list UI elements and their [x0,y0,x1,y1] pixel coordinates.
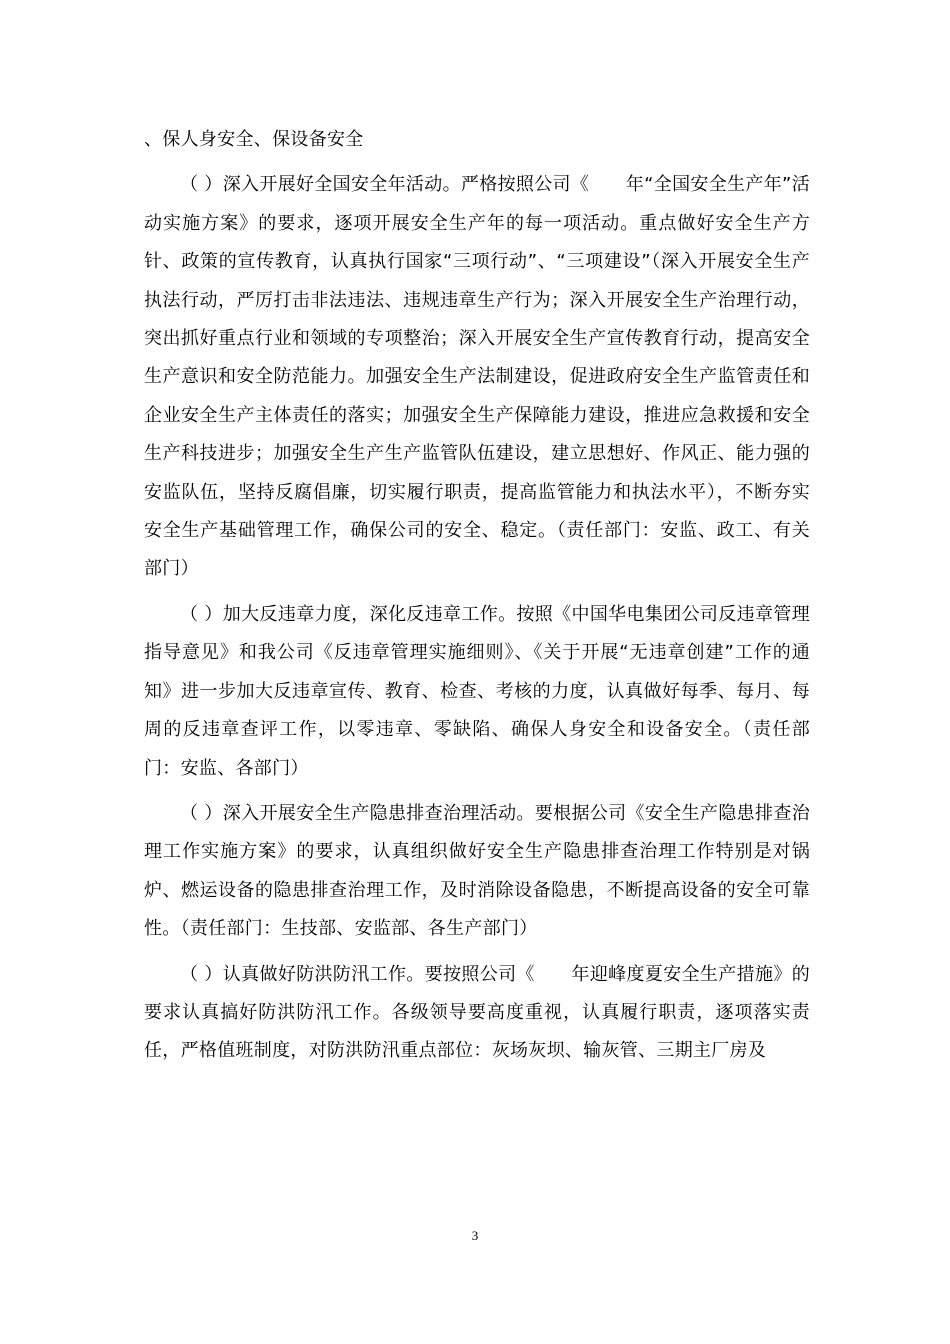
paragraph-heading-fragment: 、保人身安全、保设备安全 [144,129,364,150]
paragraph-anti-violation: （ ）加大反违章力度，深化反违章工作。按照《中国华电集团公司反违章管理指导意见》和我公司《反违章管理实施细则》、《关于开展“无违章创建”工作的通知》进一步加大反违章宣传、教育、检查、考核的力度，认真做好每季、每月、每周的反违章查评工作，以零违章、零缺陷、确保人身安全和设备安全。（责任部门：安监、各部门） [144,603,810,779]
paragraph-flood-prevention: （ ）认真做好防洪防汛工作。要按照公司《 年迎峰度夏安全生产措施》的要求认真搞好防洪防汛工作。各级领导要高度重视，认真履行职责，逐项落实责任，严格值班制度，对防洪防汛重点部位：灰场灰坝、输灰管、三期主厂房及 [144,963,810,1062]
page-number: 3 [471,1228,479,1243]
document-body [144,121,810,1078]
paragraph-safety-year-activity: （ ）深入开展好全国安全年活动。严格按照公司《 年“全国安全生产年”活动实施方案》的要求，逐项开展安全生产年的每一项活动。重点做好安全生产方针、政策的宣传教育，认真执行国家“三项行动”、“三项建设”（深入开展安全生产执法行动，严厉打击非法违法、违规违章生产行为；深入开展安全生产治理行动，突出抓好重点行业和领域的专项整治；深入开展安全生产宣传教育行动，提高安全生产意识和安全防范能力。加强安全生产法制建设，促进政府安全生产监管责任和企业安全生产主体责任的落实；加强安全生产保障能力建设，推进应急救援和安全生产科技进步；加强安全生产生产监管队伍建设，建立思想好、作风正、能力强的安监队伍，坚持反腐倡廉，切实履行职责，提高监管能力和执法水平），不断夯实安全生产基础管理工作，确保公司的安全、稳定。（责任部门：安监、政工、有关部门） [144,174,810,580]
paragraph-hazard-inspection: （ ）深入开展安全生产隐患排查治理活动。要根据公司《安全生产隐患排查治理工作实施方案》的要求，认真组织做好安全生产隐患排查治理工作特别是对锅炉、燃运设备的隐患排查治理工作，及时消除设备隐患，不断提高设备的安全可靠性。（责任部门：生技部、安监部、各生产部门） [144,802,810,940]
